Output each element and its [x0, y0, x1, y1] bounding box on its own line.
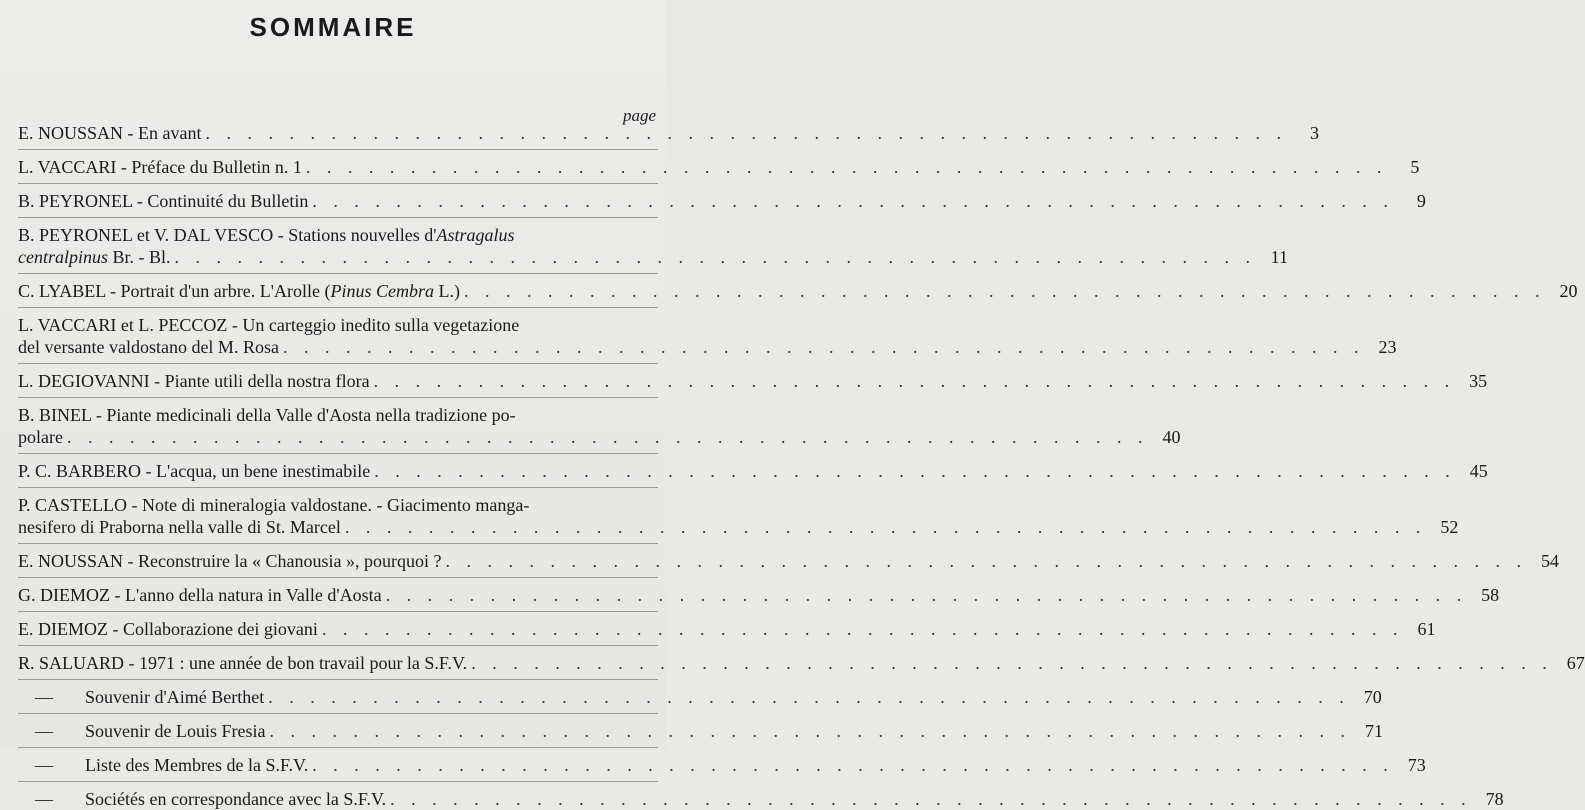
- entry-author: P. C. BARBERO: [18, 461, 142, 481]
- toc-sub-entry: [18, 686, 1382, 708]
- divider: [18, 149, 658, 150]
- divider: [18, 747, 658, 748]
- dash: —: [35, 721, 53, 741]
- entry-page: 35: [1469, 371, 1488, 391]
- entry-title: Préface du Bulletin n. 1: [131, 157, 302, 177]
- toc-entry: G. DIEMOZ - L'anno della natura in Valle d'Aosta . . . . . . . . . . . . . . . . . . . . . . . . . . . . . . . . . . . . . . . . . . . . . . . . . . . . 58: [18, 585, 1500, 605]
- table-of-contents: [18, 122, 1585, 810]
- dash: —: [35, 789, 53, 809]
- entry-author: B. BINEL: [18, 405, 92, 425]
- leader-dots: . . . . . . . . . . . . . . . . . . . . . . . . . . . . . . . . . . . . . . . . . . . . . . . . . . . .: [269, 721, 1351, 741]
- page-column-label: page: [622, 106, 656, 125]
- toc-entry: L. VACCARI - Préface du Bulletin n. 1 . . . . . . . . . . . . . . . . . . . . . . . . . . . . . . . . . . . . . . . . . . . . . . . . . . . . 5: [18, 157, 1420, 177]
- toc-entry: P. C. BARBERO - L'acqua, un bene inestimabile . . . . . . . . . . . . . . . . . . . . . . . . . . . . . . . . . . . . . . . . . . . . . . . . . . . . 45: [18, 461, 1488, 481]
- entry-author: E. NOUSSAN: [18, 123, 124, 143]
- leader-dots: . . . . . . . . . . . . . . . . . . . . . . . . . . . . . . . . . . . . . . . . . . . . . . . . . . . .: [268, 687, 1350, 707]
- leader-dots: . . . . . . . . . . . . . . . . . . . . . . . . . . . . . . . . . . . . . . . . . . . . . . . . . . . .: [390, 789, 1472, 809]
- entry-title: Stations nouvelles d': [288, 225, 437, 245]
- entry-title-italic: centralpinus: [18, 247, 108, 267]
- toc-sub-entry: [18, 788, 1504, 810]
- entry-title: nesifero di Praborna nella valle di St. Marcel: [18, 517, 341, 537]
- entry-title-italic: Pinus Cembra: [330, 281, 434, 301]
- entry-author: C. LYABEL: [18, 281, 106, 301]
- entry-title: Piante utili della nostra flora: [164, 371, 370, 391]
- toc-entry: B. BINEL - Piante medicinali della Valle d'Aosta nella tradizione po- polare . . . . . . . . . . . . . . . . . . . . . . . . . . . . . . . . . . . . . . . . . . . . . . . . . . . . 40: [18, 405, 1181, 447]
- leader-dots: . . . . . . . . . . . . . . . . . . . . . . . . . . . . . . . . . . . . . . . . . . . . . . . . . . . .: [463, 281, 1546, 301]
- entry-title: Collaborazione dei giovani: [122, 619, 318, 639]
- page-title: SOMMAIRE: [249, 12, 417, 42]
- entry-author: B. PEYRONEL et V. DAL VESCO: [18, 225, 274, 245]
- entry-title: Sociétés en correspondance avec la S.F.V.: [85, 789, 387, 809]
- divider: [18, 183, 658, 184]
- toc-sub-entry: [18, 754, 1426, 776]
- divider: [18, 577, 658, 578]
- divider: [18, 363, 658, 364]
- leader-dots: . . . . . . . . . . . . . . . . . . . . . . . . . . . . . . . . . . . . . . . . . . . . . . . . . . . .: [445, 551, 1527, 571]
- entry-page: 5: [1410, 157, 1420, 177]
- entry-page: 78: [1485, 789, 1504, 809]
- entry-author: G. DIEMOZ: [18, 585, 110, 605]
- dash: —: [35, 687, 53, 707]
- divider: [18, 397, 658, 398]
- entry-title: Souvenir de Louis Fresia: [85, 721, 266, 741]
- leader-dots: . . . . . . . . . . . . . . . . . . . . . . . . . . . . . . . . . . . . . . . . . . . . . . . . . . . .: [344, 517, 1427, 537]
- leader-dots: . . . . . . . . . . . . . . . . . . . . . . . . . . . . . . . . . . . . . . . . . . . . . . . . . . . .: [374, 461, 1456, 481]
- divider: [18, 645, 658, 646]
- divider: [18, 543, 658, 544]
- entry-title: Souvenir d'Aimé Berthet: [85, 687, 265, 707]
- entry-title-italic: Astragalus: [436, 225, 515, 245]
- divider: [18, 307, 658, 308]
- divider: [18, 611, 658, 612]
- entry-title: del versante valdostano del M. Rosa: [18, 337, 279, 357]
- leader-dots: . . . . . . . . . . . . . . . . . . . . . . . . . . . . . . . . . . . . . . . . . . . . . . . . . . . .: [282, 337, 1365, 357]
- entry-title: En avant: [138, 123, 202, 143]
- entry-page: 40: [1162, 427, 1181, 447]
- entry-page: 70: [1363, 687, 1382, 707]
- entry-page: 61: [1417, 619, 1436, 639]
- dash: —: [35, 755, 53, 775]
- toc-entry: L. DEGIOVANNI - Piante utili della nostra flora . . . . . . . . . . . . . . . . . . . . . . . . . . . . . . . . . . . . . . . . . . . . . . . . . . . . 35: [18, 371, 1488, 391]
- entry-author: B. PEYRONEL: [18, 191, 133, 211]
- leader-dots: . . . . . . . . . . . . . . . . . . . . . . . . . . . . . . . . . . . . . . . . . . . . . . . . . . . .: [373, 371, 1456, 391]
- entry-page: 54: [1540, 551, 1559, 571]
- leader-dots: . . . . . . . . . . . . . . . . . . . . . . . . . . . . . . . . . . . . . . . . . . . . . . . . . . . .: [66, 427, 1149, 447]
- entry-page: 3: [1310, 123, 1319, 143]
- entry-author: L. VACCARI et L. PECCOZ: [18, 315, 228, 335]
- entry-title: Continuité du Bulletin: [147, 191, 309, 211]
- entry-title: L.): [433, 281, 460, 301]
- entry-page: 71: [1364, 721, 1383, 741]
- entry-author: P. CASTELLO: [18, 495, 128, 515]
- entry-title: 1971 : une année de bon travail pour la S.F.V.: [139, 653, 468, 673]
- entry-page: 23: [1378, 337, 1397, 357]
- entry-title: polare: [18, 427, 63, 447]
- entry-title: Un carteggio inedito sulla vegetazione: [242, 315, 520, 335]
- entry-author: L. DEGIOVANNI: [18, 371, 150, 391]
- entry-title: Liste des Membres de la S.F.V.: [85, 755, 309, 775]
- toc-entry: P. CASTELLO - Note di mineralogia valdostane. - Giacimento manga- nesifero di Praborna nella valle di St. Marcel . . . . . . . . . . . . . . . . . . . . . . . . . . . . . . . . . . . . . . . . . . . . . . . . . . . . 52: [18, 495, 1459, 537]
- toc-entry: B. PEYRONEL et V. DAL VESCO - Stations nouvelles d'Astragalus centralpinus Br. - Bl. . . . . . . . . . . . . . . . . . . . . . . . . . . . . . . . . . . . . . . . . . . . . . . . . . . . . 11: [18, 225, 1289, 267]
- entry-page: 52: [1440, 517, 1459, 537]
- entry-author: L. VACCARI: [18, 157, 117, 177]
- divider: [18, 217, 658, 218]
- entry-author: E. DIEMOZ: [18, 619, 108, 639]
- divider: [18, 487, 658, 488]
- leader-dots: . . . . . . . . . . . . . . . . . . . . . . . . . . . . . . . . . . . . . . . . . . . . . . . . . . . .: [385, 585, 1468, 605]
- toc-entry: L. VACCARI et L. PECCOZ - Un carteggio inedito sulla vegetazione del versante valdostano del M. Rosa . . . . . . . . . . . . . . . . . . . . . . . . . . . . . . . . . . . . . . . . . . . . . . . . . . . . 23: [18, 315, 1397, 357]
- entry-author: R. SALUARD: [18, 653, 125, 673]
- divider: [18, 679, 658, 680]
- entry-title: Reconstruire la « Chanousia », pourquoi ?: [138, 551, 442, 571]
- entry-page: 58: [1481, 585, 1500, 605]
- divider: [18, 781, 658, 782]
- leader-dots: . . . . . . . . . . . . . . . . . . . . . . . . . . . . . . . . . . . . . . . . . . . . . . . . . . . .: [174, 247, 1257, 267]
- entry-page: 67: [1566, 653, 1585, 673]
- leader-dots: . . . . . . . . . . . . . . . . . . . . . . . . . . . . . . . . . . . . . . . . . . . . . . . . . . . .: [205, 123, 1287, 143]
- toc-entry: C. LYABEL - Portrait d'un arbre. L'Arolle (Pinus Cembra L.) . . . . . . . . . . . . . . . . . . . . . . . . . . . . . . . . . . . . . . . . . . . . . . . . . . . . 20: [18, 281, 1578, 301]
- entry-title: L'acqua, un bene inestimabile: [156, 461, 371, 481]
- leader-dots: . . . . . . . . . . . . . . . . . . . . . . . . . . . . . . . . . . . . . . . . . . . . . . . . . . . .: [312, 191, 1394, 211]
- leader-dots: . . . . . . . . . . . . . . . . . . . . . . . . . . . . . . . . . . . . . . . . . . . . . . . . . . . .: [471, 653, 1553, 673]
- entry-page: 20: [1559, 281, 1578, 301]
- divider: [18, 273, 658, 274]
- divider: [18, 713, 658, 714]
- entry-title: Piante medicinali della Valle d'Aosta nella tradizione po-: [106, 405, 516, 425]
- entry-title: L'anno della natura in Valle d'Aosta: [125, 585, 382, 605]
- entry-page: 11: [1270, 247, 1289, 267]
- entry-title: Br. - Bl.: [108, 247, 171, 267]
- entry-page: 45: [1469, 461, 1488, 481]
- leader-dots: . . . . . . . . . . . . . . . . . . . . . . . . . . . . . . . . . . . . . . . . . . . . . . . . . . . .: [305, 157, 1388, 177]
- toc-entry: B. PEYRONEL - Continuité du Bulletin . . . . . . . . . . . . . . . . . . . . . . . . . . . . . . . . . . . . . . . . . . . . . . . . . . . . 9: [18, 191, 1426, 211]
- leader-dots: . . . . . . . . . . . . . . . . . . . . . . . . . . . . . . . . . . . . . . . . . . . . . . . . . . . .: [312, 755, 1394, 775]
- divider: [18, 453, 658, 454]
- toc-entry: R. SALUARD - 1971 : une année de bon travail pour la S.F.V. . . . . . . . . . . . . . . . . . . . . . . . . . . . . . . . . . . . . . . . . . . . . . . . . . . . . 67: [18, 653, 1585, 673]
- entry-title: Note di mineralogia valdostane. - Giacimento manga-: [142, 495, 530, 515]
- toc-entry: E. NOUSSAN - Reconstruire la « Chanousia », pourquoi ? . . . . . . . . . . . . . . . . . . . . . . . . . . . . . . . . . . . . . . . . . . . . . . . . . . . . 54: [18, 551, 1559, 571]
- leader-dots: . . . . . . . . . . . . . . . . . . . . . . . . . . . . . . . . . . . . . . . . . . . . . . . . . . . .: [321, 619, 1404, 639]
- entry-page: 73: [1407, 755, 1426, 775]
- toc-entry: E. NOUSSAN - En avant . . . . . . . . . . . . . . . . . . . . . . . . . . . . . . . . . . . . . . . . . . . . . . . . . . . . 3: [18, 123, 1319, 143]
- entry-title: Portrait d'un arbre. L'Arolle (: [120, 281, 331, 301]
- toc-entry: E. DIEMOZ - Collaborazione dei giovani . . . . . . . . . . . . . . . . . . . . . . . . . . . . . . . . . . . . . . . . . . . . . . . . . . . . 61: [18, 619, 1436, 639]
- toc-sub-entry: [18, 720, 1383, 742]
- entry-page: 9: [1416, 191, 1426, 211]
- entry-author: E. NOUSSAN: [18, 551, 124, 571]
